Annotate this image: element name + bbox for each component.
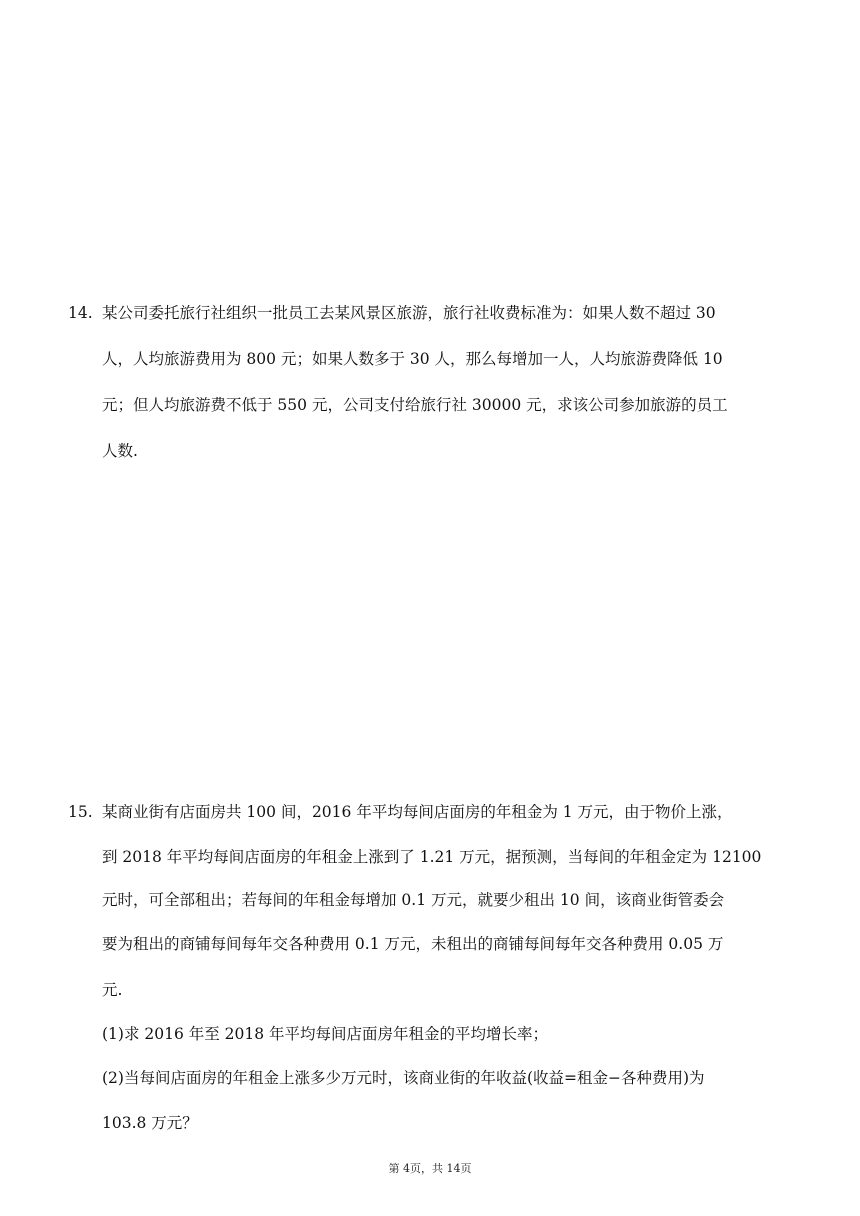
question-text-line: 元. <box>102 981 123 999</box>
question-text-line: 元时，可全部租出；若每间的年租金每增加 0.1 万元，就要少租出 10 间，该商业街管委会 <box>102 891 725 909</box>
question-text-line: 要为租出的商铺每间每年交各种费用 0.1 万元，未租出的商铺每间每年交各种费用 0.05 万 <box>102 935 724 953</box>
question-number: 14. <box>68 304 93 322</box>
question-text-line: 某公司委托旅行社组织一批员工去某风景区旅游，旅行社收费标准为：如果人数不超过 30 <box>102 304 716 322</box>
question-text-line: 到 2018 年平均每间店面房的年租金上涨到了 1.21 万元，据预测，当每间的年租金定为 12100 <box>102 848 762 866</box>
sub-question-2: (2)当每间店面房的年租金上涨多少万元时，该商业街的年收益(收益=租金−各种费用)为 <box>102 1069 705 1087</box>
question-number: 15. <box>68 803 93 821</box>
question-text-line: 某商业街有店面房共 100 间，2016 年平均每间店面房的年租金为 1 万元，由于物价上涨， <box>102 803 733 821</box>
question-text-line: 元；但人均旅游费不低于 550 元，公司支付给旅行社 30000 元，求该公司参加旅游的员工 <box>102 396 728 414</box>
page-footer: 第 4页，共 14页 <box>388 1162 472 1175</box>
question-text-line: 人数. <box>102 442 138 460</box>
sub-question-1: (1)求 2016 年至 2018 年平均每间店面房年租金的平均增长率； <box>102 1025 549 1043</box>
question-text-line: 103.8 万元？ <box>102 1114 198 1132</box>
question-text-line: 人，人均旅游费用为 800 元；如果人数多于 30 人，那么每增加一人，人均旅游费降低 10 <box>102 350 723 368</box>
